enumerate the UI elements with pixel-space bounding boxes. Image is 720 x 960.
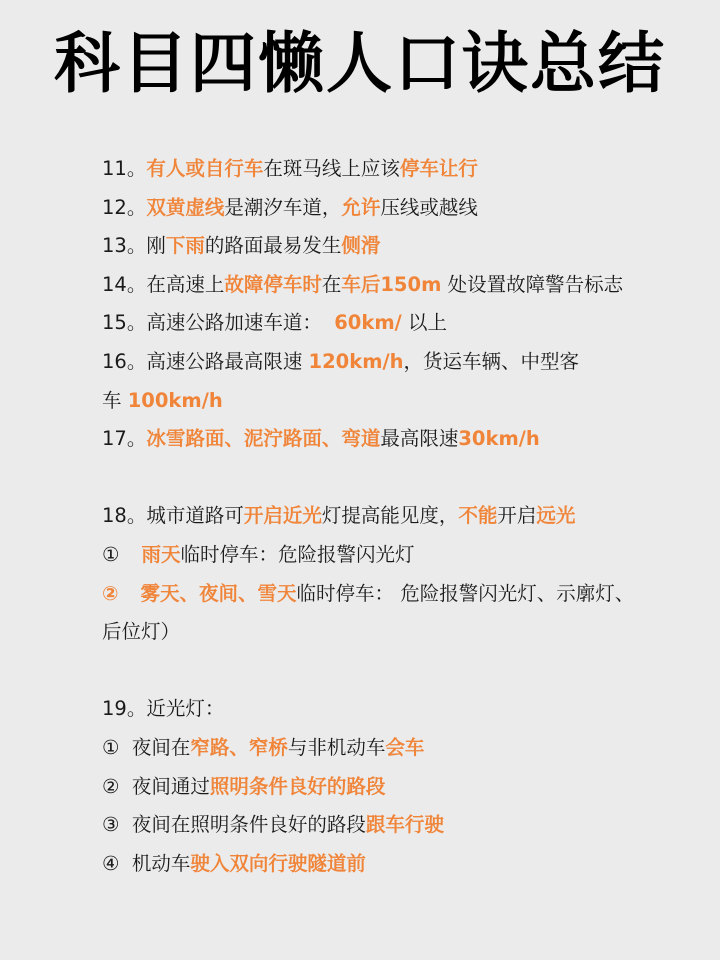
rule-text: ①	[102, 542, 120, 566]
rule-line	[102, 613, 702, 652]
rule-line	[102, 575, 702, 614]
highlight-text: 侧滑	[341, 234, 381, 258]
rule-text: ② 夜间通过	[102, 774, 210, 798]
highlight-text: 100km/h	[127, 388, 223, 412]
highlight-text: 远光	[536, 504, 576, 528]
rule-text: 在	[321, 272, 342, 296]
rule-line	[102, 845, 702, 884]
rule-text: 16。高速公路最高限速	[102, 349, 309, 373]
rule-text: 17。	[102, 427, 147, 451]
highlight-text: 允许	[341, 195, 381, 219]
rule-text: 最高限速	[380, 427, 459, 451]
highlight-text: 雨天	[141, 542, 181, 566]
rule-text: ① 夜间在	[102, 735, 191, 759]
highlight-text: 雾天、夜间、雪天	[140, 581, 297, 605]
rule-text: 15。高速公路加速车道：	[102, 311, 335, 335]
rule-line	[102, 343, 702, 382]
highlight-text: 双黄虚线	[146, 195, 225, 219]
rule-text: 处设置故障警告标志	[441, 272, 624, 296]
rule-text: ④ 机动车	[102, 851, 191, 875]
rule-line	[102, 806, 702, 845]
rule-line	[102, 227, 702, 266]
rule-text: ，货运车辆、中型客	[403, 349, 580, 373]
rule-text: 11。	[102, 157, 147, 180]
highlight-text: 60km/	[334, 311, 402, 335]
rule-text: ③ 夜间在照明条件良好的路段	[102, 813, 366, 837]
rule-text: 后位灯）	[102, 620, 181, 644]
highlight-text: 驶入双向行驶隧道前	[190, 851, 366, 875]
rule-text: 车	[102, 388, 128, 412]
rule-text: 是潮汐车道，	[224, 195, 342, 219]
rule-line	[102, 266, 702, 305]
rule-text: 12。	[102, 195, 147, 219]
rule-text: 18。城市道路可	[102, 504, 244, 528]
rule-line	[102, 189, 702, 228]
rule-text: 的路面最易发生	[204, 234, 342, 258]
rule-text: 开启	[497, 504, 537, 528]
highlight-text: 下雨	[165, 234, 205, 258]
highlight-text: 会车	[385, 735, 425, 759]
highlight-text: 故障停车时	[224, 272, 322, 296]
rule-text: 临时停车：危险报警闪光灯	[180, 542, 415, 566]
highlight-text: 停车让行	[399, 157, 478, 180]
highlight-text: 开启近光	[243, 504, 322, 528]
highlight-text: 车后150m	[341, 272, 442, 296]
rule-line	[102, 304, 702, 343]
rule-line	[102, 690, 702, 729]
highlight-text: 跟车行驶	[365, 813, 444, 837]
rule-text: 临时停车： 危险报警闪光灯、示廓灯、	[296, 581, 635, 605]
rule-text: 13。刚	[102, 234, 166, 258]
highlight-text: 120km/h	[308, 349, 404, 373]
highlight-text: 窄路、窄桥	[190, 735, 288, 759]
rule-text: 与非机动车	[287, 735, 386, 759]
rule-line	[102, 420, 702, 459]
rule-text: 压线或越线	[380, 195, 478, 219]
rule-text: 在斑马线上应该	[263, 157, 400, 180]
rule-line	[102, 150, 702, 189]
highlight-text: 有人或自行车	[146, 157, 264, 180]
rule-line	[102, 382, 702, 421]
rule-line	[102, 768, 702, 807]
rule-text: 19。近光灯：	[102, 697, 225, 721]
highlight-text: 照明条件良好的路段	[209, 774, 386, 798]
rules-list	[102, 150, 702, 883]
rule-line	[102, 729, 702, 768]
highlight-text: 不能	[458, 504, 498, 528]
section-gap	[102, 652, 702, 691]
highlight-text: ②	[102, 581, 119, 605]
rule-line	[102, 497, 702, 536]
rule-text: 14。在高速上	[102, 272, 225, 296]
rule-text: 灯提高能见度，	[321, 504, 459, 528]
highlight-text: 冰雪路面、泥泞路面、弯道	[146, 427, 381, 451]
page-title: 科目四懒人口诀总结	[54, 25, 666, 102]
rule-line	[102, 536, 702, 575]
rule-text: 以上	[401, 311, 447, 335]
highlight-text: 30km/h	[458, 427, 540, 451]
section-gap	[102, 459, 702, 498]
